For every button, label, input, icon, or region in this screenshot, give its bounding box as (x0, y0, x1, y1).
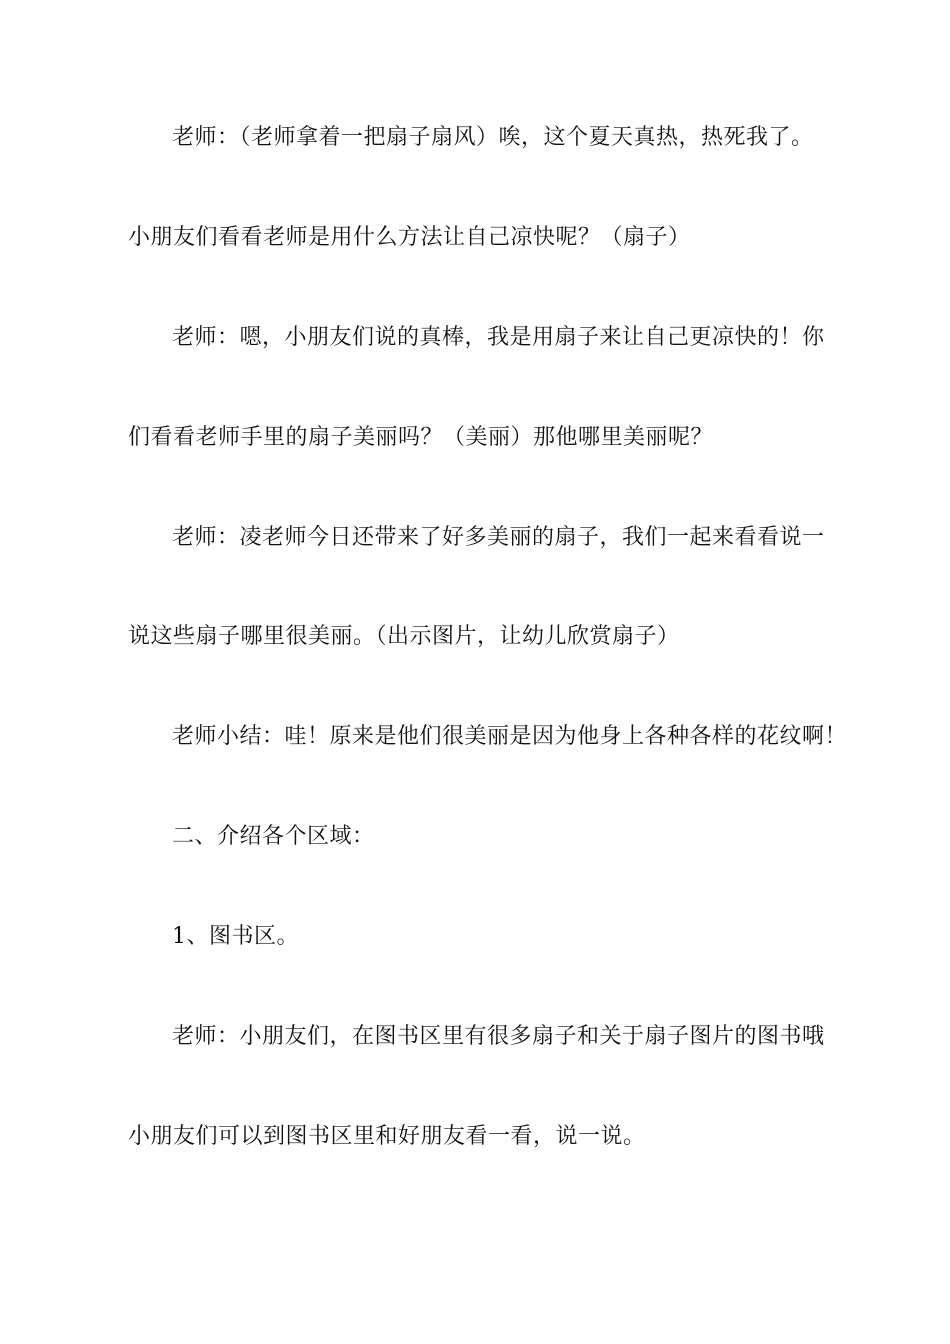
paragraph-line: 老师：嗯，小朋友们说的真棒，我是用扇子来让自己更凉快的！你 (172, 325, 825, 350)
paragraph-line: 小朋友们看看老师是用什么方法让自己凉快呢？（扇子） (128, 225, 691, 250)
paragraph-line: 老师：凌老师今日还带来了好多美丽的扇子，我们一起来看看说一 (172, 525, 825, 550)
paragraph-line: 老师：小朋友们，在图书区里有很多扇子和关于扇子图片的图书哦 (172, 1024, 825, 1049)
paragraph-line: 小朋友们可以到图书区里和好朋友看一看，说一说。 (128, 1124, 646, 1149)
section-heading: 二、介绍各个区域： (172, 824, 375, 849)
subsection-heading: 1、图书区。 (172, 924, 299, 949)
paragraph-line: 老师小结：哇！原来是他们很美丽是因为他身上各种各样的花纹啊！ (172, 724, 848, 749)
paragraph-line: 说这些扇子哪里很美丽。（出示图片，让幼儿欣赏扇子） (128, 624, 680, 649)
paragraph-line: 们看看老师手里的扇子美丽吗？（美丽）那他哪里美丽呢？ (128, 425, 714, 450)
paragraph-line: 老师：（老师拿着一把扇子扇风）唉，这个夏天真热，热死我了。 (172, 125, 814, 150)
